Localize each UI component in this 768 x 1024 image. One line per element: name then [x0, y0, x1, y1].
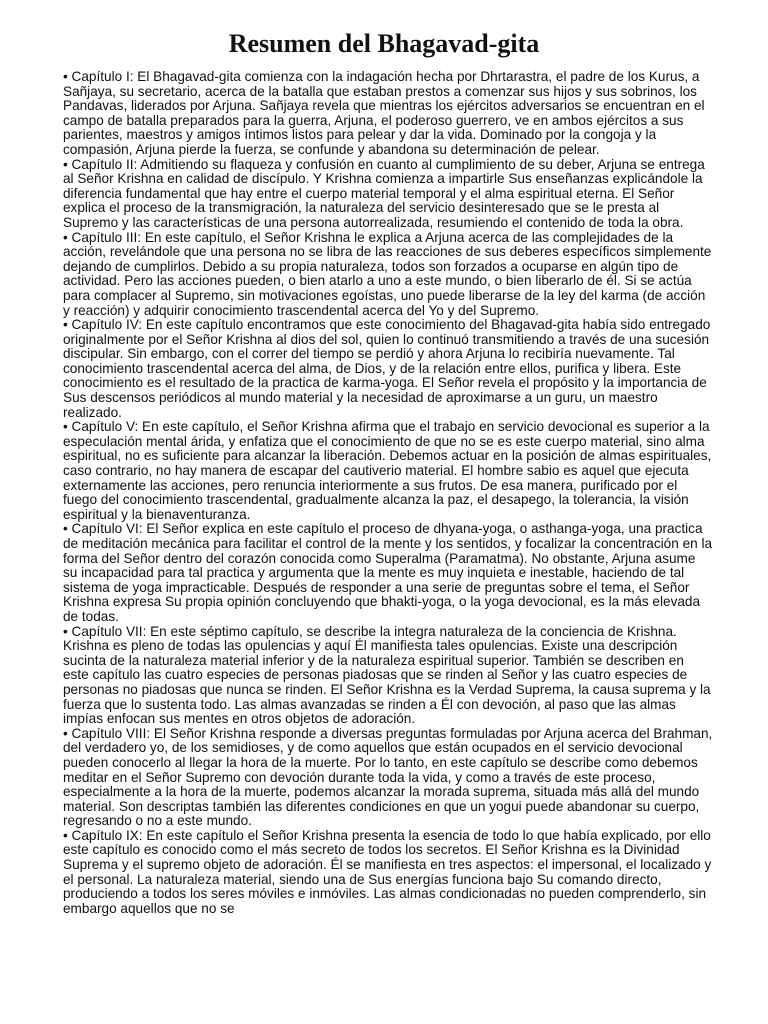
- chapter-5-paragraph: • Capítulo V: En este capítulo, el Señor Krishna afirma que el trabajo en servicio devocional es superior a la especulación mental árida, y enfatiza que el conocimiento de que no se es este cuerpo material, sino alma espiritual, no es suficiente para alcanzar la liberación. Debemos actuar en la posición de almas espirituales, caso contrario, no hay manera de escapar del cautiverio material. El hombre sabio es aquel que ejecuta externamente las acciones, pero renuncia interiormente a sus frutos. De esa manera, purificado por el fuego del conocimiento trascendental, gradualmente alcanza la paz, el desapego, la tolerancia, la visión espiritual y la bienaventuranza.: [63, 419, 712, 522]
- chapter-1-paragraph: • Capítulo I: El Bhagavad-gita comienza con la indagación hecha por Dhrtarastra, el padre de los Kurus, a Sañjaya, su secretario, acerca de la batalla que estaban prestos a comenzar sus hijos y sus sobrinos, los Pandavas, liderados por Arjuna. Sañjaya revela que mientras los ejércitos adversarios se encuentran en el campo de batalla preparados para la guerra, Arjuna, el poderoso guerrero, ve en ambos ejércitos a sus parientes, maestros y amigos íntimos listos para pelear y dar la vida. Dominado por la congoja y la compasión, Arjuna pierde la fuerza, se confunde y abandona su determinación de pelear.: [63, 69, 705, 157]
- chapter-6-paragraph: • Capítulo VI: El Señor explica en este capítulo el proceso de dhyana-yoga, o asthanga-yoga, una practica de meditación mecánica para facilitar el control de la mente y los sentidos, y focalizar la concentración en la forma del Señor dentro del corazón conocida como Superalma (Paramatma). No obstante, Arjuna asume su incapacidad para tal practica y argumenta que la mente es muy inquieta e inestable, haciendo de tal sistema de yoga impracticable. Después de responder a una serie de preguntas sobre el tema, el Señor Krishna expresa Su propia opinión concluyendo que bhakti-yoga, o la yoga devocional, es la más elevada de todas.: [63, 521, 713, 624]
- chapter-7-paragraph: • Capítulo VII: En este séptimo capítulo, se describe la integra naturaleza de la conciencia de Krishna. Krishna es pleno de todas las opulencias y aquí Él manifiesta tales opulencias. Existe una descripción sucinta de la naturaleza material inferior y de la naturaleza espiritual superior. También se describen en este capítulo las cuatro especies de personas piadosas que se rinden al Señor y las cuatro especies de personas no piadosas que nunca se rinden. El Señor Krishna es la Verdad Suprema, la causa suprema y la fuerza que lo sustenta todo. Las almas avanzadas se rinden a Él con devoción, al paso que las almas impías enfocan sus mentes en otros objetos de adoración.: [63, 623, 711, 727]
- chapter-8-paragraph: • Capítulo VIII: El Señor Krishna responde a diversas preguntas formuladas por Arjuna acerca del Brahman, del verdadero yo, de los semidioses, y de como aquellos que están ocupados en el servicio devocional pueden conocerlo al llegar la hora de la muerte. Por lo tanto, en este capítulo se describe como debemos meditar en el Señor Supremo con devoción durante toda la vida, y como a través de este proceso, especialmente a la hora de la muerte, podemos alcanzar la morada suprema, situada más allá del mundo material. Son descriptas también las diferentes condiciones en que un yogui puede abandonar su cuerpo, regresando o no a este mundo.: [63, 725, 713, 829]
- document-body: [63, 70, 713, 916]
- chapter-4-paragraph: • Capítulo IV: En este capítulo encontramos que este conocimiento del Bhagavad-gita había sido entregado originalmente por el Señor Krishna al dios del sol, quien lo continuó transmitiendo a través de una sucesión discipular. Sin embargo, con el correr del tiempo se perdió y ahora Arjuna lo recibiría nuevamente. Tal conocimiento trascendental acerca del alma, de Dios, y de la relación entre ellos, purifica y libera. Este conocimiento es el resultado de la practica de karma-yoga. El Señor revela el propósito y la importancia de Sus descensos periódicos al mundo material y la necesidad de aproximarse a un guru, un maestro realizado.: [63, 317, 711, 420]
- chapter-2-paragraph: • Capítulo II: Admitiendo su flaqueza y confusión en cuanto al cumplimiento de su deber, Arjuna se entrega al Señor Krishna en calidad de discípulo. Y Krishna comienza a impartirle Sus enseñanzas explicándole la diferencia fundamental que hay entre el cuerpo material temporal y el alma espiritual eterna. El Señor explica el proceso de la transmigración, la naturaleza del servicio desinteresado que se le presta al Supremo y las características de una persona autorrealizada, resumiendo el contenido de toda la obra.: [63, 156, 705, 230]
- document-title: Resumen del Bhagavad-gita: [228, 29, 540, 58]
- chapter-9-paragraph: • Capítulo IX: En este capítulo el Señor Krishna presenta la esencia de todo lo que había explicado, por ello este capítulo es conocido como el más secreto de todos los secretos. El Señor Krishna es la Divinidad Suprema y el supremo objeto de adoración. Él se manifiesta en tres aspectos: el impersonal, el localizado y el personal. La naturaleza material, siendo una de Sus energías funciona bajo Su comando directo, produciendo a todos los seres móviles e inmóviles. Las almas condicionadas no pueden comprenderlo, sin embargo aquellos que no se: [63, 827, 712, 916]
- chapter-3-paragraph: • Capítulo III: En este capítulo, el Señor Krishna le explica a Arjuna acerca de las complejidades de la acción, revelándole que una persona no se libra de las reacciones de sus deberes específicos simplemente dejando de cumplirlos. Debido a su propia naturaleza, todos son forzados a ocuparse en algún tipo de actividad. Pero las acciones pueden, o bien atarlo a uno a este mundo, o bien liberarlo de él. Si se actúa para complacer al Supremo, sin motivaciones egoístas, uno puede liberarse de la ley del karma (de acción y reacción) y adquirir conocimiento trascendental acerca del Yo y del Supremo.: [63, 229, 712, 318]
